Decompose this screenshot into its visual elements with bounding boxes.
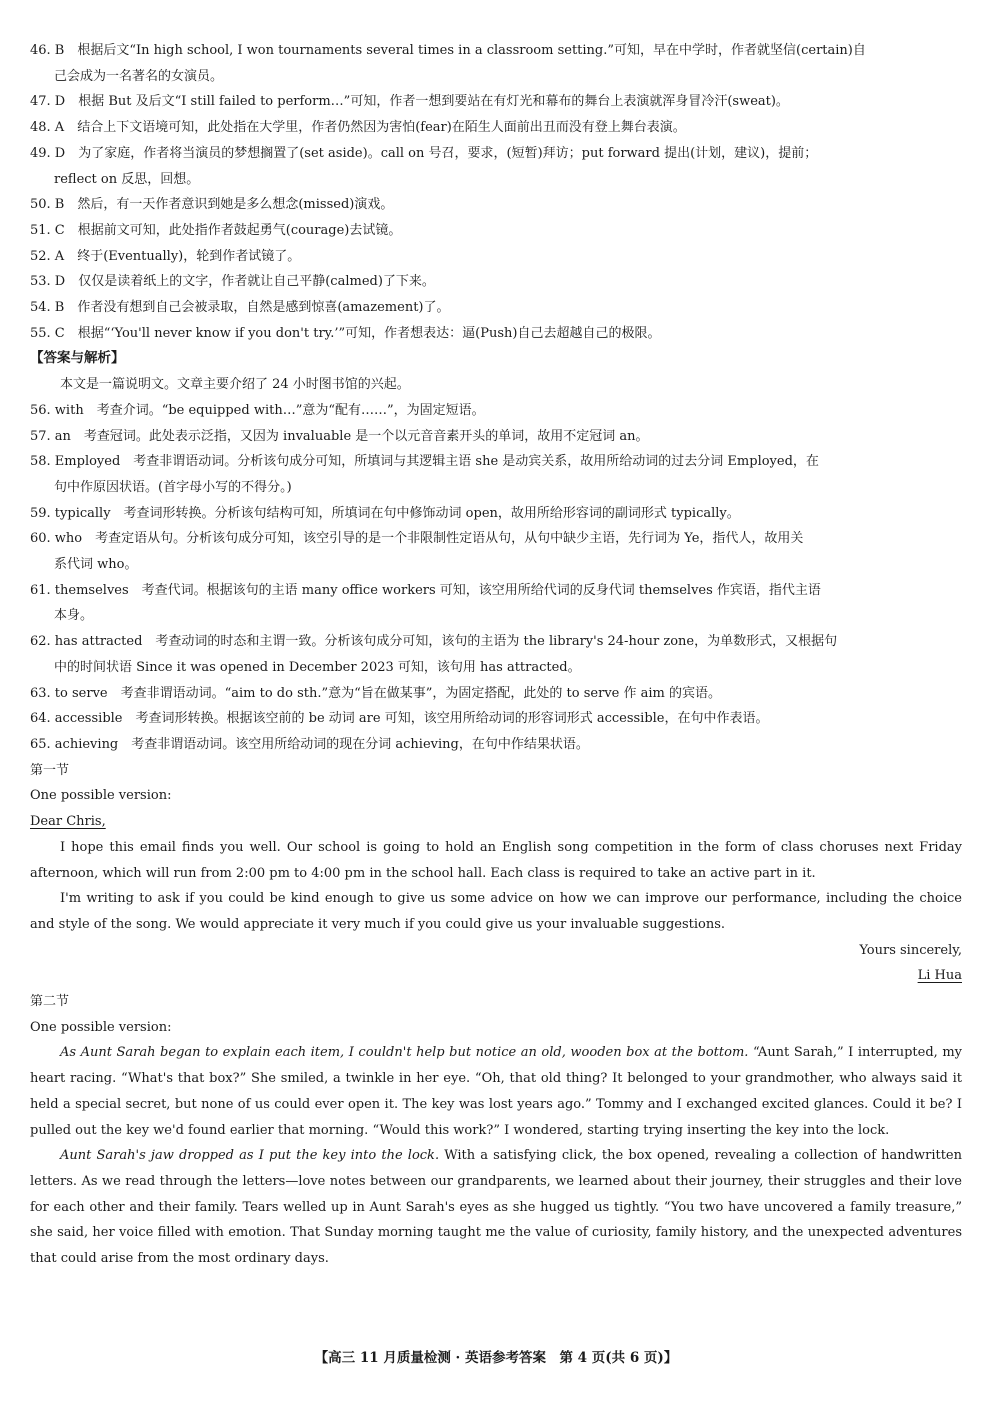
answer-54: 54. B 作者没有想到自己会被录取，自然是感到惊喜(amazement)了。 [30,300,450,316]
story-p2-opening: Aunt Sarah's jaw dropped as I put the key into the lock. [60,1148,440,1164]
story-paragraph-2 [30,1143,962,1272]
answers-56-65 [30,398,962,758]
answer-51: 51. C 根据前文可知，此处指作者鼓起勇气(courage)去试镜。 [30,222,402,238]
answers-46-55 [30,38,962,346]
letter-paragraph-1: I hope this email finds you well. Our school is going to hold an English song competition in the form of class choruses next Friday afternoon, which will run from 2:00 pm to 4:00 pm in the school hall. Each class is required to take an active part in it. [30,839,962,881]
passage-intro: 本文是一篇说明文。文章主要介绍了 24 小时图书馆的兴起。 [60,377,410,393]
answer-64: 64. accessible 考查词形转换。根据该空前的 be 动词 are 可知，该空用所给动词的形容词形式 accessible，在句中作表语。 [30,711,769,727]
letter-greeting: Dear Chris, [30,814,106,830]
answer-59: 59. typically 考查词形转换。分析该句结构可知，所填词在句中修饰动词 open，故用所给形容词的副词形式 typically。 [30,505,740,521]
part1-label: One possible version: [30,788,172,804]
story-paragraph-1 [30,1040,962,1143]
letter-paragraph-2: I'm writing to ask if you could be kind enough to give us some advice on how we can improve our performance, including the choice and style of the song. We would appreciate it very much if you could give us your invaluable suggestions. [30,891,962,932]
answer-62: 62. has attracted 考查动词的时态和主谓一致。分析该句成分可知，该句的主语为 the library's 24-hour zone，为单数形式，又根据句 中的时间状语 Since it was opened in December 2023 可知，该句用 has attracted。 [30,634,838,675]
page-footer: 【高三 11 月质量检测 · 英语参考答案 第 4 页(共 6 页)】 [314,1350,678,1366]
part2-writing [30,989,962,1272]
answer-55: 55. C 根据“‘You'll never know if you don't try.’”可知，作者想表达：逼(Push)自己去超越自己的极限。 [30,325,661,341]
answer-52: 52. A 终于(Eventually)，轮到作者试镜了。 [30,248,301,264]
answer-65: 65. achieving 考查非谓语动词。该空用所给动词的现在分词 achieving，在句中作结果状语。 [30,736,589,752]
answer-48: 48. A 结合上下文语境可知，此处指在大学里，作者仍然因为害怕(fear)在陌生人面前出丑而没有登上舞台表演。 [30,120,686,136]
part2-heading: 第二节 [30,994,70,1010]
letter-signature: Li Hua [917,968,962,984]
answer-56: 56. with 考查介词。“be equipped with…”意为“配有……”，为固定短语。 [30,402,485,418]
answer-53: 53. D 仅仅是读着纸上的文字，作者就让自己平静(calmed)了下来。 [30,274,435,290]
answer-49: 49. D 为了家庭，作者将当演员的梦想搁置了(set aside)。call on 号召，要求，(短暂)拜访；put forward 提出(计划，建议)，提前； reflect on 反思，回想。 [30,145,818,187]
section-heading: 【答案与解析】 [30,350,125,367]
answer-60: 60. who 考查定语从句。分析该句成分可知，该空引导的是一个非限制性定语从句，从句中缺少主语，先行词为 Ye，指代人，故用关 系代词 who。 [30,531,804,573]
letter-closing: Yours sincerely, [859,942,962,958]
part2-label: One possible version: [30,1019,172,1035]
answer-58: 58. Employed 考查非谓语动词。分析该句成分可知，所填词与其逻辑主语 she 是动宾关系，故用所给动词的过去分词 Employed，在 句中作原因状语。(首字母小写的不得分。) [30,454,819,495]
part1-writing [30,758,962,989]
story-p1-opening: As Aunt Sarah began to explain each item, I couldn't help but notice an old, wooden box at the bottom. [60,1045,749,1061]
answer-57: 57. an 考查冠词。此处表示泛指，又因为 invaluable 是一个以元音音素开头的单词，故用不定冠词 an。 [30,428,649,444]
answer-50: 50. B 然后，有一天作者意识到她是多么想念(missed)演戏。 [30,197,394,213]
answer-46: 46. B 根据后文“In high school, I won tournaments several times in a classroom setting.”可知，早在中学时，作者就坚信(certain)自 己会成为一名著名的女演员。 [30,43,866,84]
answer-63: 63. to serve 考查非谓语动词。“aim to do sth.”意为“旨在做某事”，为固定搭配，此处的 to serve 作 aim 的宾语。 [30,685,721,701]
story-p1-body: “Aunt Sarah,” I interrupted, my heart racing. “What's that box?” She smiled, a twinkle in her eye. “Oh, that old thing? It belonged to your grandmother, who always said it held a special secret, but none of us could ever open it. The key was lost years ago.” Tommy and I exchanged excited glances. Could it be? I pulled out the key we'd found earlier that morning. “Would this work?” I wondered, starting trying inserting the key into the lock. [30,1045,962,1138]
part1-heading: 第一节 [30,762,70,778]
answer-page [30,38,962,1272]
story-p2-body: With a satisfying click, the box opened, revealing a collection of handwritten letters. As we read through the letters—love notes between our grandparents, we learned about their journey, their struggles and their love for each other and their family. Tears welled up in Aunt Sarah's eyes as she hugged us tightly. “You two have uncovered a family treasure,” she said, her voice filled with emotion. That Sunday morning taught me the value of curiosity, family history, and the unexpected adventures that could arise from the most ordinary days. [30,1148,962,1267]
answer-61: 61. themselves 考查代词。根据该句的主语 many office workers 可知，该空用所给代词的反身代词 themselves 作宾语，指代主语 本身。 [30,582,821,624]
answer-47: 47. D 根据 But 及后文“I still failed to perform…”可知，作者一想到要站在有灯光和幕布的舞台上表演就浑身冒冷汗(sweat)。 [30,94,789,110]
